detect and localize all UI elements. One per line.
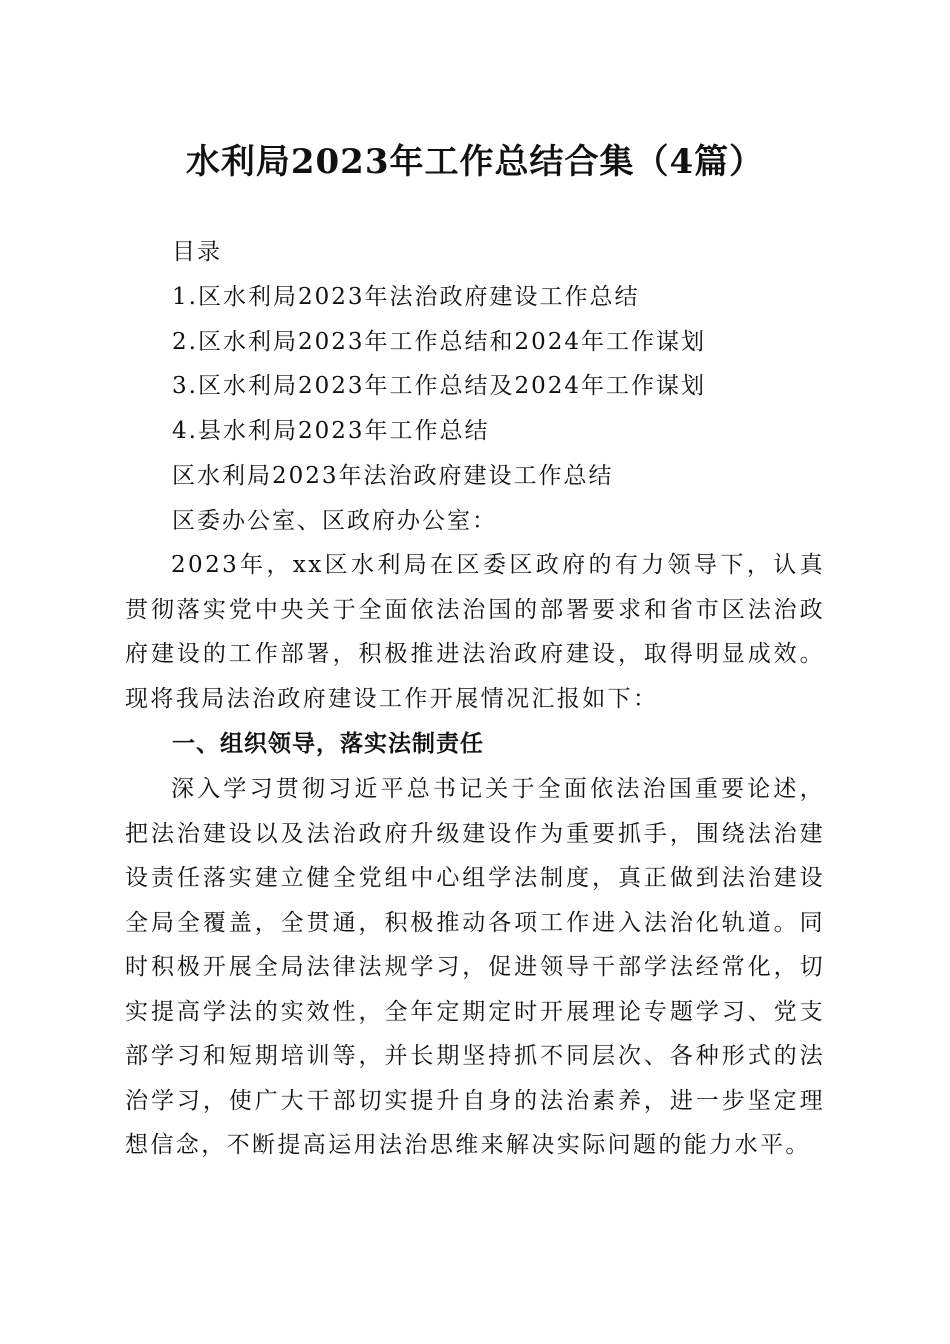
toc-item-4: 4.县水利局2023年工作总结: [172, 418, 490, 444]
section-1-body: 深入学习贯彻习近平总书记关于全面依法治国重要论述，把法治建设以及法治政府升级建设作为重要抓手，围绕法治建设责任落实建立健全党组中心组学法制度，真正做到法治建设全局全覆盖，全贯通，积极推动各项工作进入法治化轨道。同时积极开展全局法律法规学习，促进领导干部学法经常化，切实提高学法的实效性，全年定期定时开展理论专题学习、党支部学习和短期培训等，并长期坚持抓不同层次、各种形式的法治学习，使广大干部切实提升自身的法治素养，进一步坚定理想信念，不断提高运用法治思维来解决实际问题的能力水平。: [125, 776, 825, 1158]
article-addressee: 区委办公室、区政府办公室：: [172, 508, 497, 534]
toc-item-2: 2.区水利局2023年工作总结和2024年工作谋划: [172, 329, 707, 355]
section-1-heading: 一、组织领导，落实法制责任: [172, 731, 484, 757]
toc-item-1: 1.区水利局2023年法治政府建设工作总结: [172, 284, 640, 310]
toc-item-3: 3.区水利局2023年工作总结及2024年工作谋划: [172, 373, 707, 399]
toc-label: 目录: [172, 239, 222, 265]
article-intro: 2023年，xx区水利局在区委区政府的有力领导下，认真贯彻落实党中央关于全面依法治国的部署要求和省市区法治政府建设的工作部署，积极推进法治政府建设，取得明显成效。现将我局法治政府建设工作开展情况汇报如下：: [125, 552, 825, 712]
document-title: 水利局2023年工作总结合集（4篇）: [185, 142, 765, 182]
article-title: 区水利局2023年法治政府建设工作总结: [172, 463, 614, 489]
